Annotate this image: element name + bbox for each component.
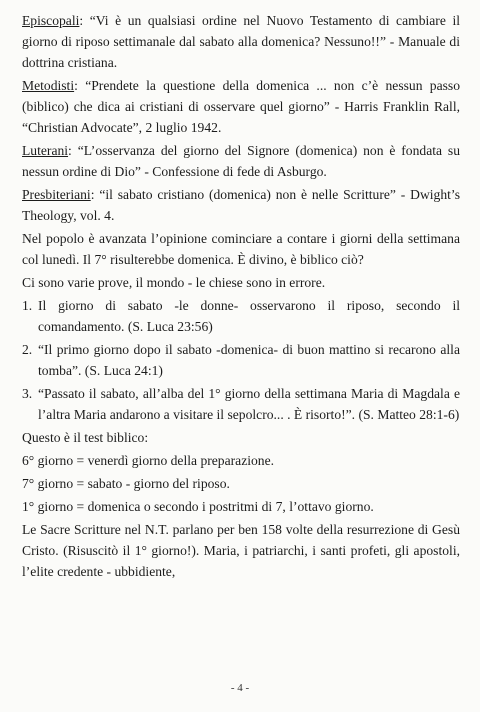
quote-text: : “Vi è un qualsiasi ordine nel Nuovo Testamento di cambiare il giorno di riposo settimanale dal sabato alla domenica? Nessuno!!” - Manuale di dottrina cristiana. xyxy=(22,13,460,70)
quote-text: : “il sabato cristiano (domenica) non è nelle Scritture” - Dwight’s Theology, vol. 4. xyxy=(22,187,460,223)
list-item xyxy=(22,295,460,337)
list-item xyxy=(22,383,460,425)
paragraph-popolo: Nel popolo è avanzata l’opinione cominciare a contare i giorni della settimana col lunedì. Il 7° risulterebbe domenica. È divino, è biblico ciò? xyxy=(22,231,460,267)
denomination-label: Luterani xyxy=(22,143,69,158)
list-number: 3. xyxy=(22,386,33,401)
test-intro: Questo è il test biblico: xyxy=(22,430,149,445)
test-day-1: 1° giorno = domenica o secondo i postritmi di 7, l’ottavo giorno. xyxy=(22,499,374,514)
page-body xyxy=(22,10,460,584)
denomination-label: Presbiteriani xyxy=(22,187,91,202)
list-text: “Il primo giorno dopo il sabato -domenica- di buon mattino si recarono alla tomba”. (S. Luca 24:1) xyxy=(38,342,460,378)
paragraph-luterani xyxy=(22,140,460,182)
denomination-label: Metodisti xyxy=(22,78,75,93)
paragraph-presbiteriani xyxy=(22,184,460,226)
list-item xyxy=(22,339,460,381)
list-text: “Passato il sabato, all’alba del 1° giorno della settimana Maria di Magdala e l’altra Maria andarono a visitare il sepolcro... . È risorto!”. (S. Matteo 28:1-6) xyxy=(38,386,460,422)
list-number: 2. xyxy=(22,342,33,357)
paragraph-metodisti xyxy=(22,75,460,138)
test-day-6: 6° giorno = venerdì giorno della preparazione. xyxy=(22,453,275,468)
test-day-7: 7° giorno = sabato - giorno del riposo. xyxy=(22,476,230,491)
paragraph-episcopali xyxy=(22,10,460,73)
paragraph-prove: Ci sono varie prove, il mondo - le chiese sono in errore. xyxy=(22,275,326,290)
quote-text: : “Prendete la questione della domenica ... non c’è nessun passo (biblico) che dica ai cristiani di osservare quel giorno” - Harris Franklin Rall, “Christian Advocate”, 2 luglio 1942. xyxy=(22,78,460,135)
list-number: 1. xyxy=(22,298,33,313)
denomination-label: Episcopali xyxy=(22,13,80,28)
page-number: - 4 - xyxy=(230,682,250,694)
closing-paragraph: Le Sacre Scritture nel N.T. parlano per ben 158 volte della resurrezione di Gesù Cristo. (Risuscitò il 1° giorno!). Maria, i patriarchi, i santi profeti, gli apostoli, l’elite credente - ubbidiente, xyxy=(22,522,460,579)
quote-text: : “L’osservanza del giorno del Signore (domenica) non è fondata su nessun ordine di Dio” - Confessione di fede di Asburgo. xyxy=(22,143,460,179)
evidence-list xyxy=(22,295,460,425)
list-text: Il giorno di sabato -le donne- osservarono il riposo, secondo il comandamento. (S. Luca 23:56) xyxy=(38,298,460,334)
